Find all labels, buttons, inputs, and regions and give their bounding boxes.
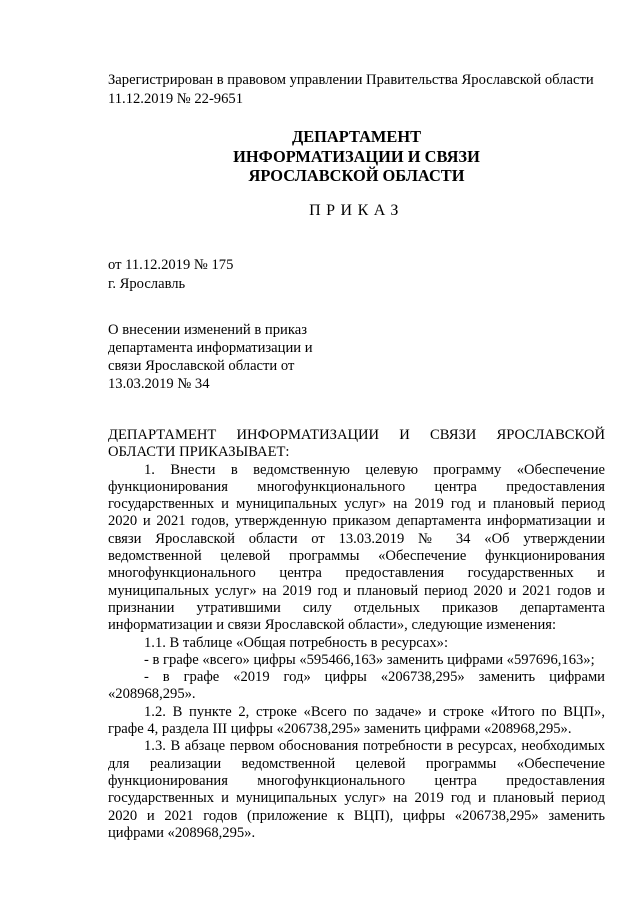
order-date-block bbox=[108, 256, 605, 294]
heading-line-3: ЯРОСЛАВСКОЙ ОБЛАСТИ bbox=[248, 166, 465, 185]
subject-line-2: департамента информатизации и bbox=[108, 340, 313, 356]
subject-line-3: связи Ярославской области от bbox=[108, 358, 295, 374]
registration-number: 11.12.2019 № 22-9651 bbox=[108, 91, 243, 107]
paragraph-1-3: 1.3. В абзаце первом обоснования потребности в ресурсах, необходимых для реализации ведомственной целевой программы «Обеспечение функционирования многофункционального центра предоставления государственных и муниципальных услуг» на 2019 год и плановый период 2020 и 2021 годов (приложение к ВЦП), цифры «206738,295» заменить цифрами «208968,295». bbox=[108, 738, 605, 841]
order-city: г. Ярославль bbox=[108, 276, 186, 292]
paragraph-1: 1. Внести в ведомственную целевую программу «Обеспечение функционирования многофункционального центра предоставления государственных и муниципальных услуг» на 2019 год и плановый период 2020 и 2021 годов, утвержденную приказом департамента информатизации и связи Ярославской области от 13.03.2019 № 34 «Об утверждении ведомственной целевой программы «Обеспечение функционирования многофункционального центра предоставления государственных и муниципальных услуг» на 2019 год и плановый период 2020 и 2021 годов и признании утратившими силу отдельных приказов департамента информатизации и связи Ярославской области», следующие изменения: bbox=[108, 461, 605, 634]
order-body bbox=[108, 427, 605, 842]
paragraph-1-1-a: - в графе «всего» цифры «595466,163» заменить цифрами «597696,163»; bbox=[144, 651, 595, 668]
heading-line-2: ИНФОРМАТИЗАЦИИ И СВЯЗИ bbox=[233, 146, 480, 166]
paragraph-1-1-b: - в графе «2019 год» цифры «206738,295» заменить цифрами «208968,295». bbox=[108, 669, 605, 703]
document-type: ПРИКАЗ bbox=[309, 202, 404, 219]
subject-line-1: О внесении изменений в приказ bbox=[108, 322, 307, 338]
subject-line-4: 13.03.2019 № 34 bbox=[108, 376, 210, 392]
registration-line: Зарегистрирован в правовом управлении Правительства Ярославской области bbox=[108, 72, 594, 88]
order-subject bbox=[108, 321, 348, 393]
paragraph-1-2: 1.2. В пункте 2, строке «Всего по задаче» и строке «Итого по ВЦП», графе 4, раздела III цифры «206738,295» заменить цифрами «208968,295». bbox=[108, 703, 605, 738]
department-heading bbox=[108, 127, 605, 186]
registration-stamp bbox=[108, 71, 605, 109]
heading-line-1: ДЕПАРТАМЕНТ bbox=[291, 127, 422, 146]
order-date: от 11.12.2019 № 175 bbox=[108, 257, 234, 273]
paragraph-1-1: 1.1. В таблице «Общая потребность в ресурсах»: bbox=[144, 634, 449, 651]
preamble: ДЕПАРТАМЕНТ ИНФОРМАТИЗАЦИИ И СВЯЗИ ЯРОСЛАВСКОЙ ОБЛАСТИ ПРИКАЗЫВАЕТ: bbox=[108, 427, 605, 461]
